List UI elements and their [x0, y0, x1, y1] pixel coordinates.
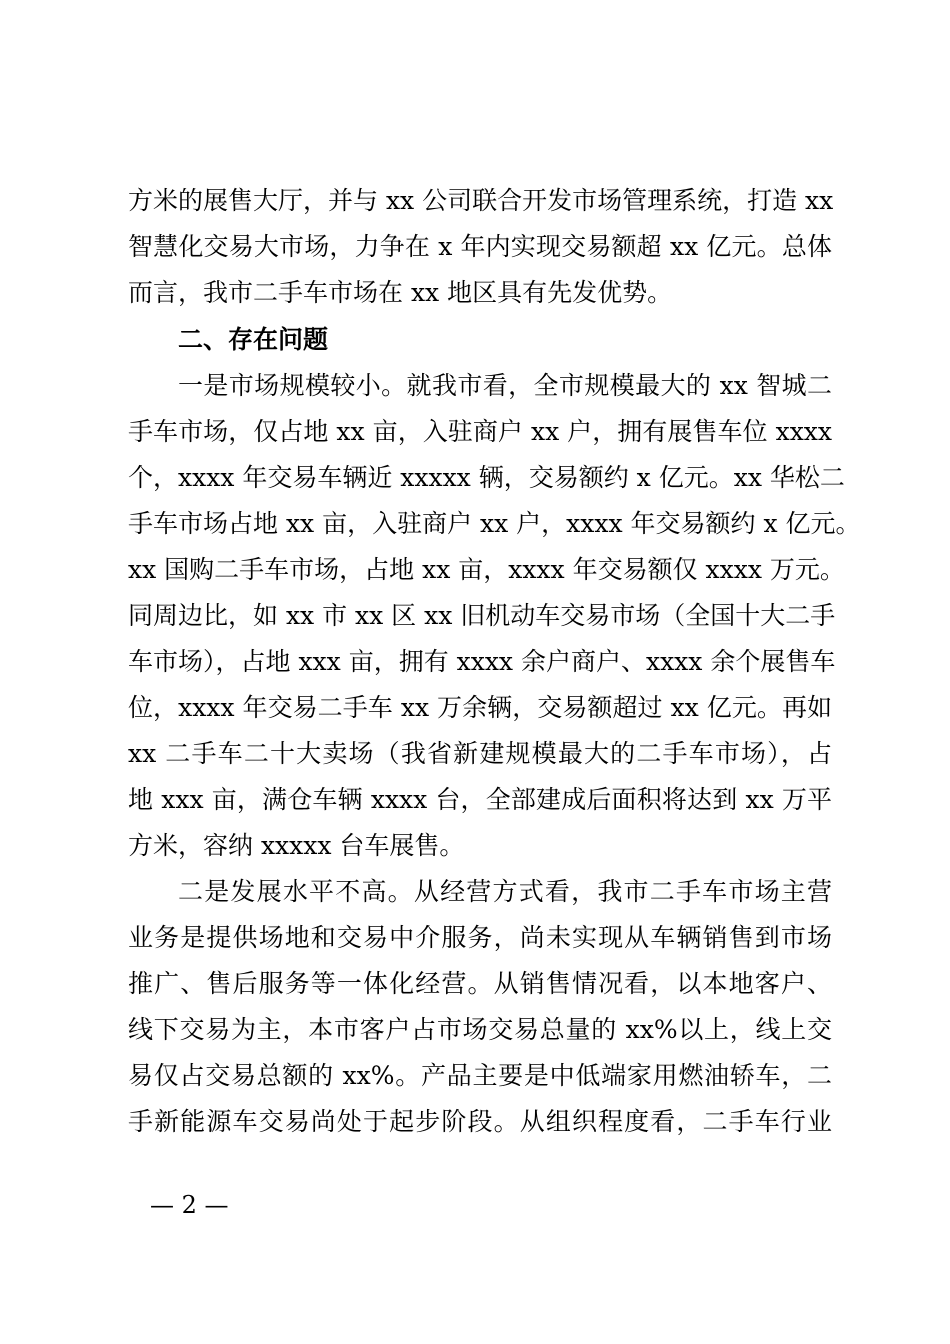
text-line: 二是发展水平不高。从经营方式看，我市二手车市场主营: [178, 877, 832, 906]
text-line: 而言，我市二手车市场在 xx 地区具有先发优势。: [128, 278, 673, 307]
text-line: 手车市场，仅占地 xx 亩，入驻商户 xx 户，拥有展售车位 xxxx: [128, 417, 832, 446]
text-line: 手新能源车交易尚处于起步阶段。从组织程度看，二手车行业: [128, 1107, 832, 1136]
text-line: xx 国购二手车市场，占地 xx 亩，xxxx 年交易额仅 xxxx 万元。: [128, 555, 845, 584]
section-heading: 二、存在问题: [178, 325, 329, 354]
text-line: xx 二手车二十大卖场（我省新建规模最大的二手车市场），占: [128, 739, 832, 768]
text-line: 业务是提供场地和交易中介服务，尚未实现从车辆销售到市场: [128, 923, 832, 952]
text-line: 易仅占交易总额的 xx%。产品主要是中低端家用燃油轿车，二: [128, 1061, 832, 1090]
text-line: 方米的展售大厅，并与 xx 公司联合开发市场管理系统，打造 xx: [128, 186, 834, 215]
text-line: 方米，容纳 xxxxx 台车展售。: [128, 831, 465, 860]
page-number: — 2 —: [150, 1191, 229, 1219]
text-line: 线下交易为主，本市客户占市场交易总量的 xx%以上，线上交: [128, 1015, 832, 1044]
text-line: 推广、售后服务等一体化经营。从销售情况看，以本地客户、: [128, 969, 832, 998]
text-line: 智慧化交易大市场，力争在 x 年内实现交易额超 xx 亿元。总体: [128, 232, 832, 261]
text-line: 车市场），占地 xxx 亩，拥有 xxxx 余户商户、xxxx 余个展售车: [128, 647, 836, 676]
text-line: 个，xxxx 年交易车辆近 xxxxx 辆，交易额约 x 亿元。xx 华松二: [128, 463, 845, 492]
text-line: 位，xxxx 年交易二手车 xx 万余辆，交易额超过 xx 亿元。再如: [128, 693, 832, 722]
text-line: 手车市场占地 xx 亩，入驻商户 xx 户，xxxx 年交易额约 x 亿元。: [128, 509, 861, 538]
text-line: 同周边比，如 xx 市 xx 区 xx 旧机动车交易市场（全国十大二手: [128, 601, 836, 630]
text-line: 地 xxx 亩，满仓车辆 xxxx 台，全部建成后面积将达到 xx 万平: [128, 785, 832, 814]
text-line: 一是市场规模较小。就我市看，全市规模最大的 xx 智城二: [178, 371, 832, 400]
